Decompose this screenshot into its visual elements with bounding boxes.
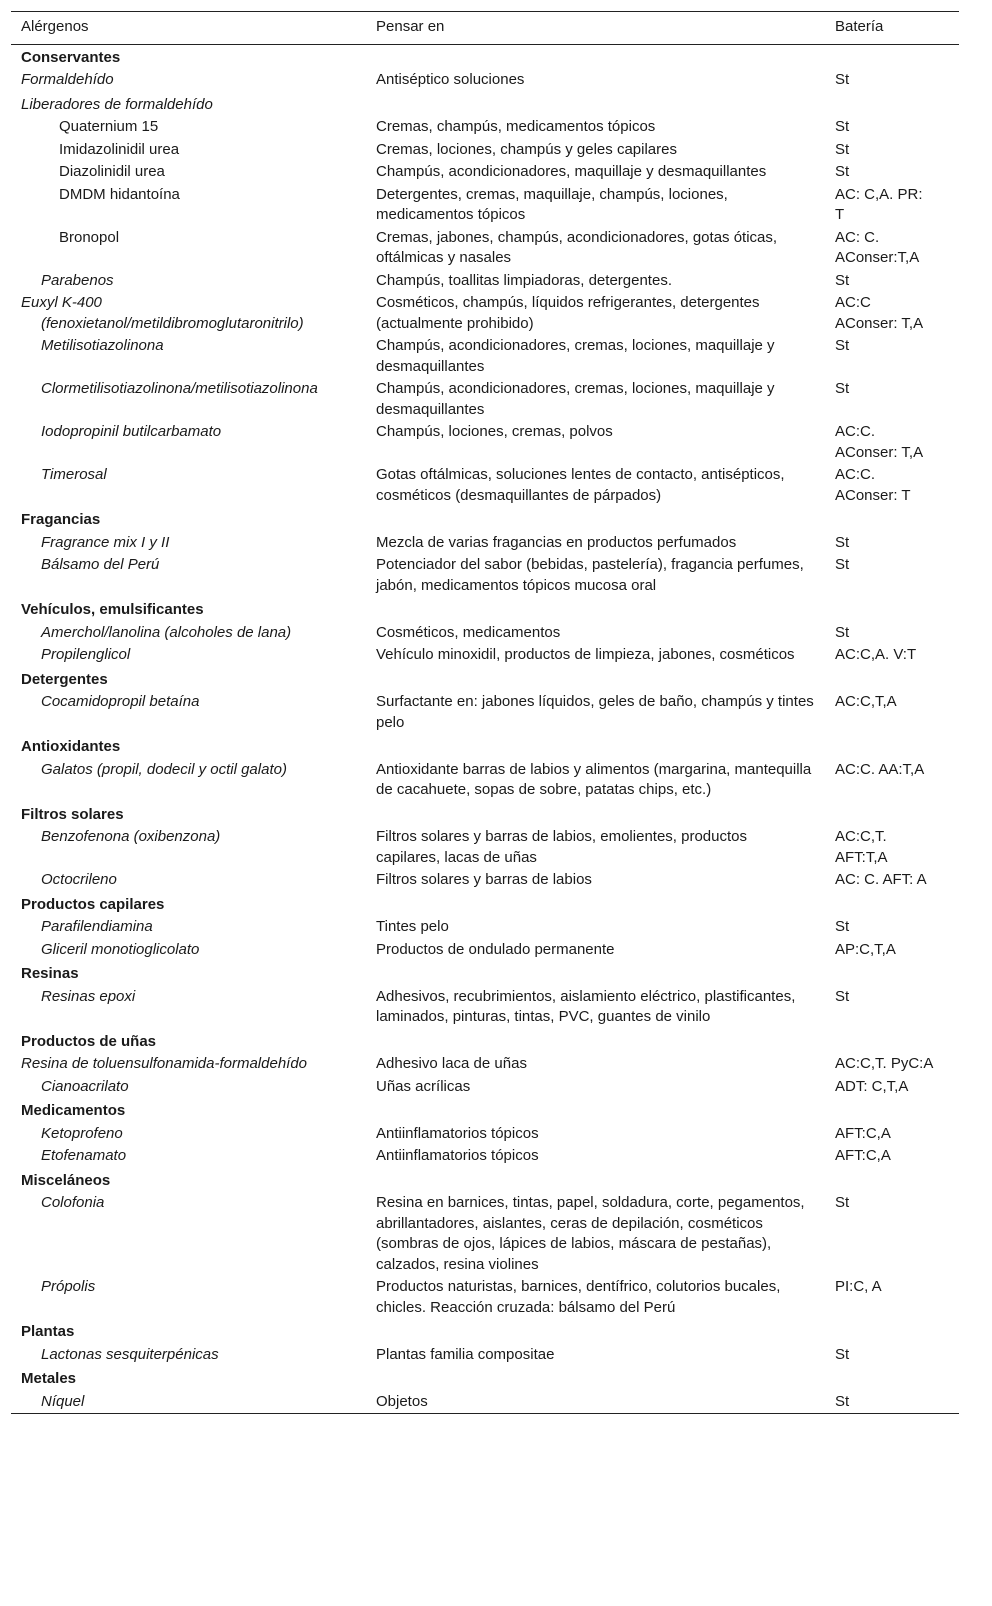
category-label: Filtros solares xyxy=(21,805,124,823)
think-cell: Champús, acondicionadores, maquillaje y desmaquillantes xyxy=(376,163,767,180)
allergen-cell: Parabenos xyxy=(41,271,114,289)
battery-cell: St xyxy=(835,163,850,180)
think-cell: Potenciador del sabor (bebidas, pastelería), fragancia perfumes, jabón, medicamentos tópicos mucosa oral xyxy=(376,556,804,594)
think-cell: Adhesivo laca de uñas xyxy=(376,1055,527,1072)
think-cell: Filtros solares y barras de labios, emolientes, productos capilares, lacas de uñas xyxy=(376,828,748,866)
battery-cell: AC:C. AA:T,A xyxy=(835,760,925,778)
table-header xyxy=(11,12,959,45)
think-cell: Champús, acondicionadores, cremas, lociones, maquillaje y desmaquillantes xyxy=(376,380,775,418)
think-cell: Cremas, champús, medicamentos tópicos xyxy=(376,118,656,135)
allergen-cell: Colofonia xyxy=(41,1194,105,1211)
table-row xyxy=(11,92,959,117)
allergen-cell: Metilisotiazolinona xyxy=(41,337,164,354)
think-cell: Adhesivos, recubrimientos, aislamiento eléctrico, plastificantes, laminados, pinturas, tintas, PVC, guantes de vinilo xyxy=(376,987,796,1025)
category-row xyxy=(11,1168,959,1193)
category-label: Detergentes xyxy=(21,670,108,688)
table-row xyxy=(11,826,959,869)
think-cell: Antioxidante barras de labios y alimentos (margarina, mantequilla de cacahuete, sopas de sobre, patatas chips, etc.) xyxy=(376,760,812,798)
allergen-table xyxy=(11,11,959,1414)
battery-cell: St xyxy=(835,623,850,641)
table-row xyxy=(11,1276,959,1319)
allergen-cell: Amerchol/lanolina (alcoholes de lana) xyxy=(41,623,292,641)
allergen-cell: Gliceril monotioglicolato xyxy=(41,940,200,958)
table-row xyxy=(11,1053,959,1076)
table-row xyxy=(11,1145,959,1168)
allergen-cell: Timerosal xyxy=(41,466,107,483)
battery-cell: AC:C AConser: T,A xyxy=(835,294,924,332)
category-row xyxy=(11,802,959,827)
allergen-cell: DMDM hidantoína xyxy=(59,185,180,203)
table-row xyxy=(11,184,959,227)
battery-cell: AC:C,T. PyC:A xyxy=(835,1055,934,1072)
think-cell: Mezcla de varias fragancias en productos perfumados xyxy=(376,533,737,551)
allergen-cell: Bronopol xyxy=(59,228,120,246)
allergen-cell: Parafilendiamina xyxy=(41,918,153,935)
table-row xyxy=(11,1123,959,1146)
allergen-cell: Lactonas sesquiterpénicas xyxy=(41,1345,219,1363)
category-label: Metales xyxy=(21,1370,77,1387)
think-cell: Filtros solares y barras de labios xyxy=(376,871,592,888)
battery-cell: AC:C,T,A xyxy=(835,693,897,710)
table-row xyxy=(11,292,959,335)
think-cell: Resina en barnices, tintas, papel, soldadura, corte, pegamentos, abrillantadores, aislantes, ceras de depilación, cosméticos (sombras de ojos, lápices de labios, máscara de pestañas), calzados, resina violines xyxy=(376,1194,805,1273)
header-think: Pensar en xyxy=(376,18,445,35)
category-label: Conservantes xyxy=(21,48,121,66)
battery-cell: AC: C. AFT: A xyxy=(835,871,927,888)
allergen-cell: Resina de toluensulfonamida-formaldehído xyxy=(21,1055,308,1072)
battery-cell: AFT:C,A xyxy=(835,1147,891,1164)
table-row xyxy=(11,270,959,293)
battery-cell: St xyxy=(835,556,850,573)
table-row xyxy=(11,939,959,962)
allergen-cell: Euxyl K-400 (fenoxietanol/metildibromoglutaronitrilo) xyxy=(21,294,304,332)
think-cell xyxy=(366,92,825,117)
allergen-cell: Formaldehído xyxy=(21,71,114,88)
table-row xyxy=(11,691,959,734)
think-cell: Objetos xyxy=(376,1392,428,1410)
allergen-cell: Propilenglicol xyxy=(41,646,131,663)
think-cell: Antiinflamatorios tópicos xyxy=(376,1124,539,1142)
category-row xyxy=(11,667,959,692)
allergen-cell: Liberadores de formaldehído xyxy=(21,95,213,113)
battery-cell: St xyxy=(835,118,850,135)
category-row xyxy=(11,597,959,622)
table-row xyxy=(11,378,959,421)
battery-cell: PI:C, A xyxy=(835,1278,882,1295)
battery-cell: AC: C,A. PR: T xyxy=(835,185,923,223)
allergen-cell: Resinas epoxi xyxy=(41,987,136,1005)
category-row xyxy=(11,734,959,759)
category-row xyxy=(11,1029,959,1054)
table-row xyxy=(11,532,959,555)
think-cell: Gotas oftálmicas, soluciones lentes de contacto, antisépticos, cosméticos (desmaquillantes de párpados) xyxy=(376,466,785,504)
think-cell: Uñas acrílicas xyxy=(376,1077,471,1095)
think-cell: Productos de ondulado permanente xyxy=(376,940,615,958)
think-cell: Detergentes, cremas, maquillaje, champús, lociones, medicamentos tópicos xyxy=(376,185,728,223)
table-row xyxy=(11,916,959,939)
table-row xyxy=(11,69,959,92)
battery-cell: St xyxy=(835,271,850,289)
table-row xyxy=(11,139,959,162)
battery-cell: AC:C. AConser: T,A xyxy=(835,423,924,461)
category-label: Resinas xyxy=(21,965,79,982)
battery-cell: St xyxy=(835,918,850,935)
battery-cell: St xyxy=(835,1392,850,1410)
header-row xyxy=(11,12,959,45)
allergen-cell: Fragrance mix I y II xyxy=(41,533,170,551)
think-cell: Vehículo minoxidil, productos de limpieza, jabones, cosméticos xyxy=(376,646,795,663)
table-row xyxy=(11,335,959,378)
allergen-cell: Galatos (propil, dodecil y octil galato) xyxy=(41,760,287,778)
think-cell: Champús, lociones, cremas, polvos xyxy=(376,423,613,440)
category-label: Misceláneos xyxy=(21,1171,111,1189)
battery-cell: AC: C. AConser:T,A xyxy=(835,228,920,266)
allergen-cell: Cianoacrilato xyxy=(41,1077,129,1095)
category-row xyxy=(11,1098,959,1123)
think-cell: Productos naturistas, barnices, dentífrico, colutorios bucales, chicles. Reacción cruzada: bálsamo del Perú xyxy=(376,1278,781,1316)
allergen-cell: Octocrileno xyxy=(41,871,117,888)
allergen-cell: Quaternium 15 xyxy=(59,118,159,135)
category-label: Antioxidantes xyxy=(21,738,121,755)
think-cell: Antiséptico soluciones xyxy=(376,71,525,88)
category-label: Productos de uñas xyxy=(21,1032,157,1050)
table-row xyxy=(11,116,959,139)
table-row xyxy=(11,1344,959,1367)
table-row xyxy=(11,1391,959,1414)
table-row xyxy=(11,1076,959,1099)
table-row xyxy=(11,644,959,667)
allergen-cell: Cocamidopropil betaína xyxy=(41,693,200,710)
category-label: Productos capilares xyxy=(21,895,165,913)
category-row xyxy=(11,1366,959,1391)
think-cell: Plantas familia compositae xyxy=(376,1345,555,1363)
battery-cell: AP:C,T,A xyxy=(835,940,896,958)
battery-cell: ADT: C,T,A xyxy=(835,1077,909,1095)
think-cell: Cosméticos, medicamentos xyxy=(376,623,561,641)
allergen-cell: Etofenamato xyxy=(41,1147,127,1164)
battery-cell: AFT:C,A xyxy=(835,1124,891,1142)
allergen-cell: Bálsamo del Perú xyxy=(41,556,160,573)
table-row xyxy=(11,464,959,507)
allergen-cell: Diazolinidil urea xyxy=(59,163,165,180)
battery-cell: St xyxy=(835,1194,850,1211)
header-battery: Batería xyxy=(835,18,884,35)
think-cell: Cosméticos, champús, líquidos refrigerantes, detergentes (actualmente prohibido) xyxy=(376,294,760,332)
think-cell: Champús, toallitas limpiadoras, detergentes. xyxy=(376,271,672,289)
table-row xyxy=(11,986,959,1029)
battery-cell: St xyxy=(835,140,850,158)
category-label: Fragancias xyxy=(21,511,101,528)
battery-cell: St xyxy=(835,380,850,397)
think-cell: Surfactante en: jabones líquidos, geles de baño, champús y tintes pelo xyxy=(376,693,814,731)
battery-cell: AC:C. AConser: T xyxy=(835,466,911,504)
table-body xyxy=(11,44,959,1414)
battery-cell: AC:C,A. V:T xyxy=(835,646,917,663)
battery-cell: St xyxy=(835,987,850,1005)
category-label: Medicamentos xyxy=(21,1102,126,1119)
category-row xyxy=(11,1319,959,1344)
allergen-cell: Benzofenona (oxibenzona) xyxy=(41,828,221,845)
battery-cell: St xyxy=(835,1345,850,1363)
allergen-table-container xyxy=(11,11,959,1414)
allergen-cell: Ketoprofeno xyxy=(41,1124,123,1142)
battery-cell: St xyxy=(835,533,850,551)
think-cell: Antiinflamatorios tópicos xyxy=(376,1147,539,1164)
header-allergen: Alérgenos xyxy=(21,18,89,35)
table-row xyxy=(11,869,959,892)
table-row xyxy=(11,622,959,645)
battery-cell: AC:C,T. AFT:T,A xyxy=(835,828,888,866)
table-row xyxy=(11,759,959,802)
think-cell: Tintes pelo xyxy=(376,918,449,935)
table-row xyxy=(11,227,959,270)
battery-cell xyxy=(825,92,959,117)
category-row xyxy=(11,507,959,532)
table-row xyxy=(11,161,959,184)
think-cell: Cremas, lociones, champús y geles capilares xyxy=(376,140,677,158)
allergen-cell: Iodopropinil butilcarbamato xyxy=(41,423,222,440)
battery-cell: St xyxy=(835,71,850,88)
category-label: Plantas xyxy=(21,1323,75,1340)
think-cell: Champús, acondicionadores, cremas, lociones, maquillaje y desmaquillantes xyxy=(376,337,775,375)
table-row xyxy=(11,421,959,464)
battery-cell: St xyxy=(835,337,850,354)
allergen-cell: Imidazolinidil urea xyxy=(59,140,180,158)
table-row xyxy=(11,554,959,597)
category-row xyxy=(11,892,959,917)
think-cell: Cremas, jabones, champús, acondicionadores, gotas óticas, oftálmicas y nasales xyxy=(376,228,778,266)
allergen-cell: Própolis xyxy=(41,1278,96,1295)
table-row xyxy=(11,1192,959,1276)
category-row xyxy=(11,961,959,986)
allergen-cell: Clormetilisotiazolinona/metilisotiazolinona xyxy=(41,380,318,397)
category-label: Vehículos, emulsificantes xyxy=(21,601,204,618)
allergen-cell: Níquel xyxy=(41,1392,85,1410)
category-row xyxy=(11,44,959,69)
